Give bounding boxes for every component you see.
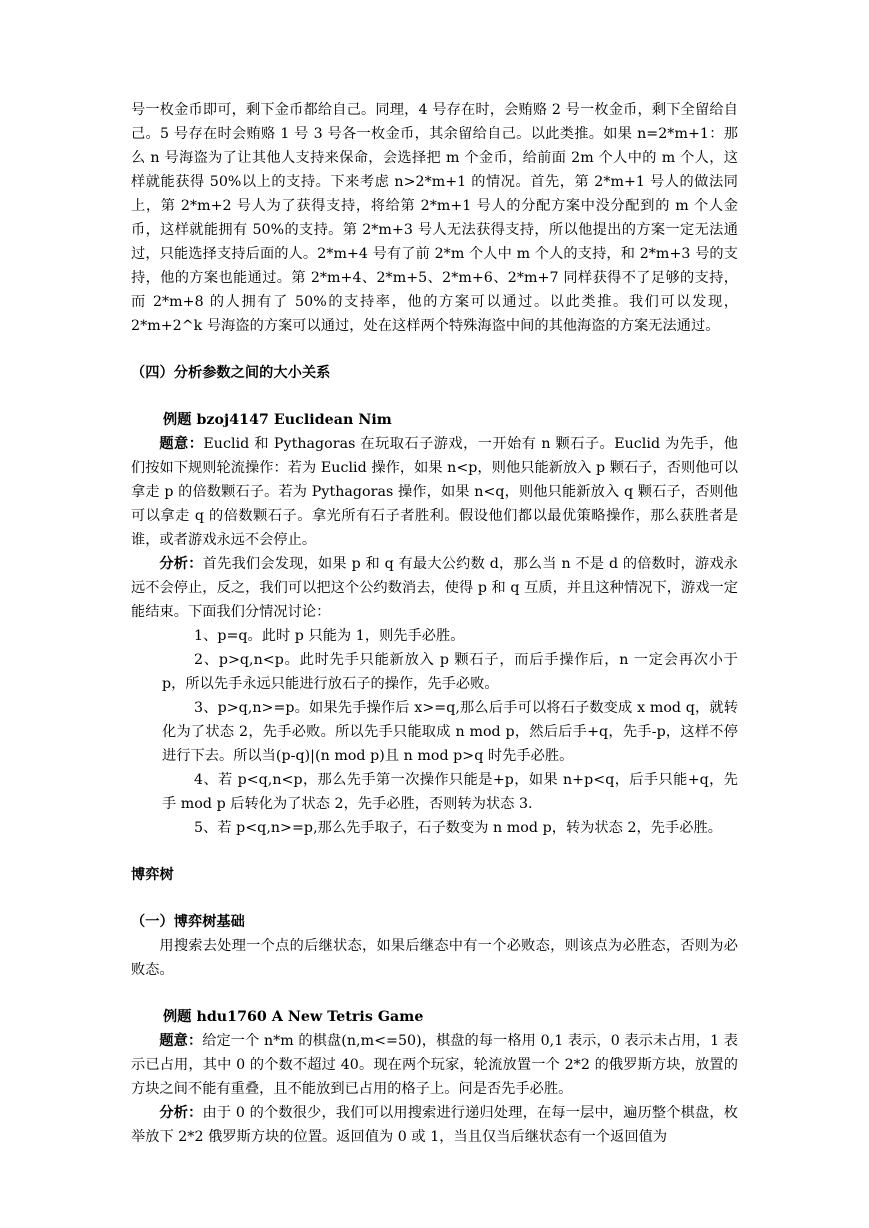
- case-item: 4、若 p<q,n<p，那么先手第一次操作只能是+p，如果 n+p<q，后手只能+q，先手 mod p 后转化为了状态 2，先手必胜，否则转为状态 3.: [162, 772, 738, 812]
- meaning-label: 题意：: [159, 436, 204, 452]
- document-page: [131, 98, 738, 1149]
- continued-paragraph: 号一枚金币即可，剩下金币都给自己。同理，4 号存在时，会贿赂 2 号一枚金币，剩下全留给自己。5 号存在时会贿赂 1 号 3 号各一枚金币，其余留给自己。以此类推。如果 n=2*m+1：那么 n 号海盗为了让其他人支持来保命，会选择把 m 个金币，给前面 2m 个人中的 m 个人，这样就能获得 50%以上的支持。下来考虑 n>2*m+1 的情况。首先，第 2*m+1 号人的做法同上，第 2*m+2 号人为了获得支持，将给第 2*m+1 号人的分配方案中没分配到的 m 个人金币，这样就能拥有 50%的支持。第 2*m+3 号人无法获得支持，所以他提出的方案一定无法通过，只能选择支持后面的人。2*m+4 号有了前 2*m 个人中 m 个人的支持，和 2*m+3 号的支持，他的方案也能通过。第 2*m+4、2*m+5、2*m+6、2*m+7 同样获得不了足够的支持，而 2*m+8 的人拥有了 50%的支持率，他的方案可以通过。以此类推。我们可以发现，2*m+2^k 号海盗的方案可以通过，处在这样两个特殊海盗中间的其他海盗的方案无法通过。: [131, 102, 738, 334]
- game-tree-heading: 博弈树: [131, 867, 174, 883]
- tetris-meaning-paragraph: [131, 1029, 738, 1101]
- game-tree-basics-heading: （一）博弈树基础: [131, 914, 245, 930]
- case-item: 1、p=q。此时 p 只能为 1，则先手必胜。: [194, 628, 465, 644]
- tetris-analysis-paragraph: [131, 1101, 738, 1149]
- meaning-label: 题意：: [159, 1033, 203, 1049]
- analysis-label: 分析：: [159, 1105, 203, 1121]
- case-item: 2、p>q,n<p。此时先手只能新放入 p 颗石子，而后手操作后，n 一定会再次小于 p，所以先手永远只能进行放石子的操作，先手必败。: [162, 652, 738, 692]
- analysis-text: 由于 0 的个数很少，我们可以用搜索进行递归处理，在每一层中，遍历整个棋盘，枚举放下 2*2 俄罗斯方块的位置。返回值为 0 或 1，当且仅当后继状态有一个返回值为: [131, 1105, 739, 1145]
- analysis-text: 首先我们会发现，如果 p 和 q 有最大公约数 d，那么当 n 不是 d 的倍数时，游戏永远不会停止，反之，我们可以把这个公约数消去，使得 p 和 q 互质，并且这种情况下，游戏一定能结束。下面我们分情况讨论：: [131, 556, 738, 620]
- case-item: 5、若 p<q,n>=p,那么先手取子，石子数变为 n mod p，转为状态 2，先手必胜。: [194, 820, 722, 836]
- analysis-paragraph: [131, 552, 738, 624]
- example-title-tetris: 例题 hdu1760 A New Tetris Game: [163, 1009, 424, 1025]
- case-item: 3、p>q,n>=p。如果先手操作后 x>=q,那么后手可以将石子数变成 x mod q，就转化为了状态 2，先手必败。所以先手只能取成 n mod p，然后后手+q，先手-p，这样不停进行下去。所以当(p-q)|(n mod p)且 n mod p>q 时先手必胜。: [162, 700, 738, 764]
- game-tree-basics-paragraph: 用搜索去处理一个点的后继状态，如果后继态中有一个必败态，则该点为必胜态，否则为必败态。: [131, 938, 738, 978]
- section-heading-4: （四）分析参数之间的大小关系: [131, 365, 331, 381]
- problem-meaning-paragraph: [131, 432, 738, 552]
- analysis-label: 分析：: [159, 556, 203, 572]
- meaning-text: 给定一个 n*m 的棋盘(n,m<=50)，棋盘的每一格用 0,1 表示，0 表示未占用，1 表示已占用，其中 0 的个数不超过 40。现在两个玩家，轮流放置一个 2*2 的俄罗斯方块，放置的方块之间不能有重叠，且不能放到已占用的格子上。问是否先手必胜。: [131, 1033, 738, 1097]
- example-title-euclidean-nim: 例题 bzoj4147 Euclidean Nim: [163, 412, 392, 428]
- meaning-text: Euclid 和 Pythagoras 在玩取石子游戏，一开始有 n 颗石子。Euclid 为先手，他们按如下规则轮流操作：若为 Euclid 操作，如果 n<p，则他只能新放入 p 颗石子，否则他可以拿走 p 的倍数颗石子。若为 Pythagoras 操作，如果 n<q，则他只能新放入 q 颗石子，否则他可以拿走 q 的倍数颗石子。拿光所有石子者胜利。假设他们都以最优策略操作，那么获胜者是谁，或者游戏永远不会停止。: [131, 436, 738, 548]
